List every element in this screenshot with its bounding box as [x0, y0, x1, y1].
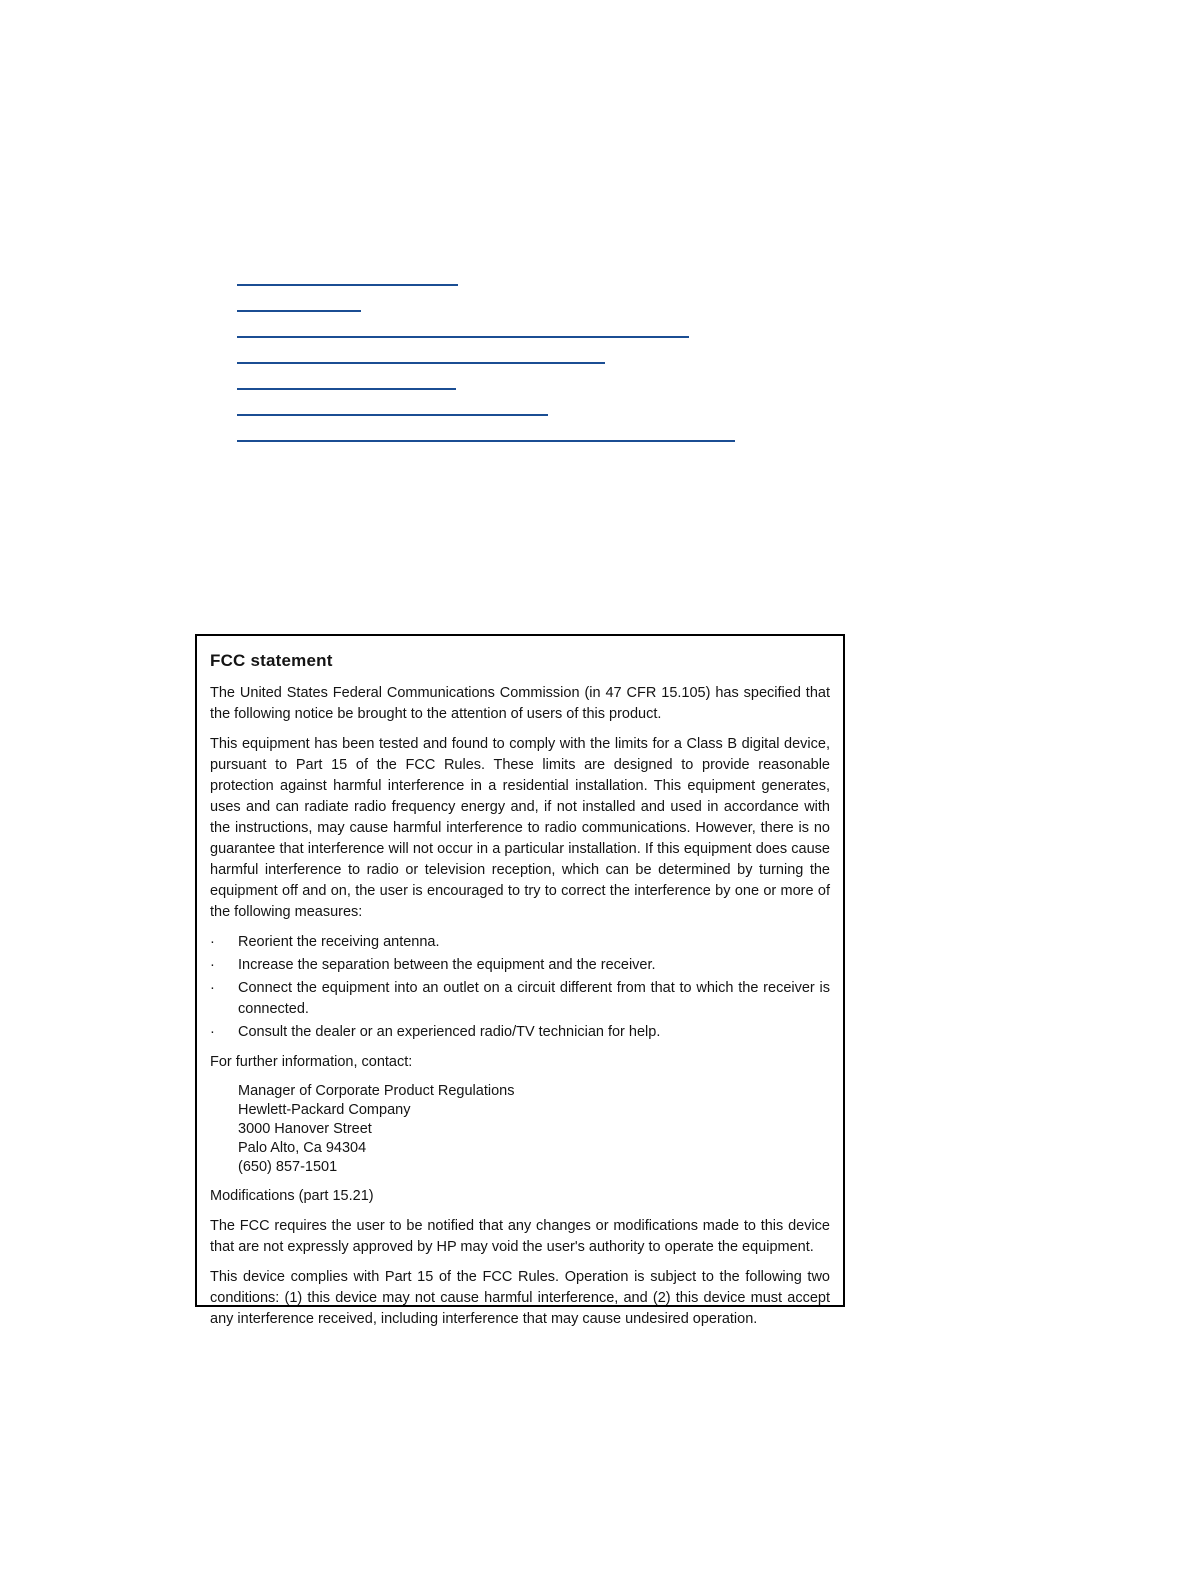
fcc-modifications-paragraph: The FCC requires the user to be notified that any changes or modifications made to this device that are not expressly approved by HP may void the user's authority to operate the equipment.: [210, 1218, 830, 1255]
toc-link-list: [237, 284, 735, 466]
bullet-dot-icon: ·: [210, 1024, 215, 1040]
toc-link-underline[interactable]: [237, 388, 456, 390]
list-item-text: Connect the equipment into an outlet on a circuit different from that to which the receiver is connected.: [238, 980, 830, 1017]
list-item: [210, 1022, 830, 1043]
fcc-intro-paragraph: The United States Federal Communications Commission (in 47 CFR 15.105) has specified that the following notice be brought to the attention of users of this product.: [210, 685, 830, 722]
bullet-dot-icon: ·: [210, 934, 215, 950]
contact-line: Manager of Corporate Product Regulations: [238, 1083, 515, 1099]
toc-link-underline[interactable]: [237, 414, 548, 416]
toc-link-underline[interactable]: [237, 310, 361, 312]
toc-link-underline[interactable]: [237, 336, 689, 338]
contact-line: 3000 Hanover Street: [238, 1121, 372, 1137]
list-item: [210, 978, 830, 1020]
fcc-statement-box: [195, 634, 845, 1327]
contact-line: Palo Alto, Ca 94304: [238, 1140, 367, 1156]
contact-line: (650) 857-1501: [238, 1159, 338, 1175]
bullet-dot-icon: ·: [210, 957, 215, 973]
toc-link-underline[interactable]: [237, 284, 458, 286]
list-item-text: Consult the dealer or an experienced radio/TV technician for help.: [238, 1024, 661, 1040]
fcc-body-paragraph: This equipment has been tested and found to comply with the limits for a Class B digital device, pursuant to Part 15 of the FCC Rules. These limits are designed to provide reasonable protection against harmful interference in a residential installation. This equipment generates, uses and can radiate radio frequency energy and, if not installed and used in accordance with the instructions, may cause harmful interference to radio communications. However, there is no guarantee that interference will not occur in a particular installation. If this equipment does cause harmful interference to radio or television reception, which can be determined by turning the equipment off and on, the user is encouraged to try to correct the interference by one or more of the following measures:: [210, 736, 830, 920]
list-item: [210, 932, 830, 953]
list-item: [210, 955, 830, 976]
fcc-contact-address: [238, 1082, 830, 1177]
fcc-modifications-heading: Modifications (part 15.21): [210, 1188, 374, 1204]
list-item-text: Increase the separation between the equipment and the receiver.: [238, 957, 656, 973]
fcc-compliance-paragraph: This device complies with Part 15 of the FCC Rules. Operation is subject to the following two conditions: (1) this device may not cause harmful interference, and (2) this device must accept any interference received, including interference that may cause undesired operation.: [210, 1269, 830, 1327]
fcc-measures-list: [210, 932, 830, 1043]
toc-link-underline[interactable]: [237, 362, 605, 364]
list-item-text: Reorient the receiving antenna.: [238, 934, 440, 950]
bullet-dot-icon: ·: [210, 980, 215, 996]
contact-line: Hewlett-Packard Company: [238, 1102, 411, 1118]
fcc-statement-title: FCC statement: [210, 651, 333, 670]
toc-link-underline[interactable]: [237, 440, 735, 442]
fcc-contact-intro: For further information, contact:: [210, 1054, 413, 1070]
